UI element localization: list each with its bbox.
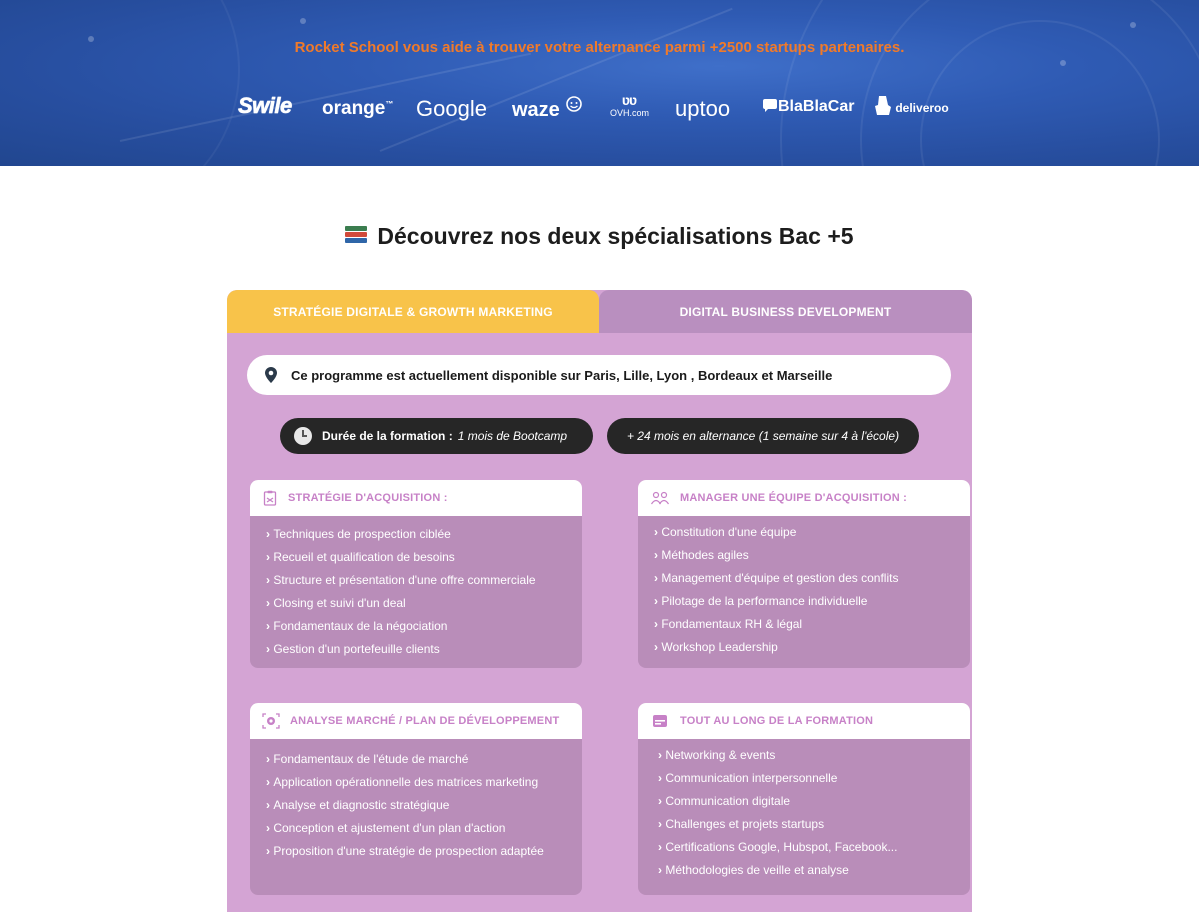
eye-target-icon [262,713,280,729]
deliveroo-logo [874,96,949,116]
list-item: › Workshop Leadership [654,639,970,662]
module-throughout-training [638,703,970,895]
deliveroo-logo-text: deliveroo [895,101,949,115]
list-item: › Constitution d'une équipe [654,524,970,547]
waze-smile-icon [565,96,583,114]
program-card [227,290,972,912]
orange-logo [322,98,393,120]
clipboard-icon [262,490,278,506]
google-logo: Google [416,96,487,121]
swile-logo: Swile [238,93,292,118]
orange-logo-text: orange [322,98,386,119]
uptoo-logo: uptoo [675,96,731,121]
alternance-main: + 24 mois en alternance [626,429,756,443]
module-title: TOUT AU LONG DE LA FORMATION [680,715,874,727]
availability-text: Ce programme est actuellement disponible sur Paris, Lille, Lyon , Bordeaux et Marseille [291,367,833,383]
specializations-title [0,223,1199,250]
list-item: › Fondamentaux de la négociation [266,618,582,641]
tab-business-development[interactable]: DIGITAL BUSINESS DEVELOPMENT [599,290,972,333]
deliveroo-kangaroo-icon [874,96,892,116]
list-item: › Networking & events [658,747,970,770]
module-items [638,739,970,885]
list-item: › Gestion d'un portefeuille clients [266,641,582,664]
blablacar-logo [762,98,854,116]
banner-tagline: Rocket School vous aide à trouver votre alternance parmi +2500 startups partenaires. [294,39,905,56]
module-header [638,480,970,516]
partners-banner [0,0,1199,166]
duration-pill [280,418,593,454]
books-icon [345,226,367,246]
banner-star [1130,22,1136,28]
banner-star [1060,60,1066,66]
ovh-logo-text: OVH.com [610,108,650,118]
list-item: › Communication interpersonnelle [658,770,970,793]
module-team-management [638,480,970,668]
ovh-logo [610,92,648,118]
list-item: › Pilotage de la performance individuelle [654,593,970,616]
banner-star [300,18,306,24]
list-item: › Méthodologies de veille et analyse [658,862,970,885]
clock-icon [294,427,312,445]
module-items [250,739,582,866]
list-item: › Structure et présentation d'une offre commerciale [266,572,582,595]
calendar-icon [652,713,668,729]
list-item: › Méthodes agiles [654,547,970,570]
ovh-mark: ʋʋ [621,92,637,108]
duration-value: 1 mois de Bootcamp [457,429,568,443]
specializations-title-text: Découvrez nos deux spécialisations Bac +5 [377,223,854,249]
list-item: › Conception et ajustement d'un plan d'action [266,820,582,843]
list-item: › Management d'équipe et gestion des conflits [654,570,970,593]
list-item: › Certifications Google, Hubspot, Facebook... [658,839,970,862]
list-item: › Fondamentaux RH & légal [654,616,970,639]
blablacar-logo-text: BlaBlaCar [778,98,855,115]
list-item: › Closing et suivi d'un deal [266,595,582,618]
list-item: › Techniques de prospection ciblée [266,526,582,549]
blablacar-icon [762,99,778,112]
list-item: › Challenges et projets startups [658,816,970,839]
module-title: ANALYSE MARCHÉ / PLAN DE DÉVELOPPEMENT [290,715,560,727]
tab-growth-marketing[interactable]: STRATÉGIE DIGITALE & GROWTH MARKETING [227,290,599,333]
list-item: › Recueil et qualification de besoins [266,549,582,572]
list-item: › Application opérationnelle des matrices marketing [266,774,582,797]
location-pin-icon [265,367,277,383]
list-item: › Communication digitale [658,793,970,816]
team-icon [650,490,670,506]
module-items [638,516,970,662]
availability-banner [247,355,951,395]
waze-logo-text: waze [512,99,560,121]
list-item: › Analyse et diagnostic stratégique [266,797,582,820]
module-header [250,480,582,516]
module-header [638,703,970,739]
module-items [250,516,582,664]
list-item: › Proposition d'une stratégie de prospection adaptée [266,843,582,866]
alternance-note: (1 semaine sur 4 à l'école) [758,429,900,443]
banner-streak [380,8,733,152]
module-market-analysis [250,703,582,895]
waze-logo [512,96,583,122]
module-header [250,703,582,739]
alternance-pill [607,418,919,454]
module-title: STRATÉGIE D'ACQUISITION : [288,492,448,504]
duration-label: Durée de la formation : [322,429,453,443]
module-acquisition-strategy [250,480,582,668]
module-title: MANAGER UNE ÉQUIPE D'ACQUISITION : [680,492,907,504]
orange-trademark: ™ [385,99,394,109]
list-item: › Fondamentaux de l'étude de marché [266,751,582,774]
